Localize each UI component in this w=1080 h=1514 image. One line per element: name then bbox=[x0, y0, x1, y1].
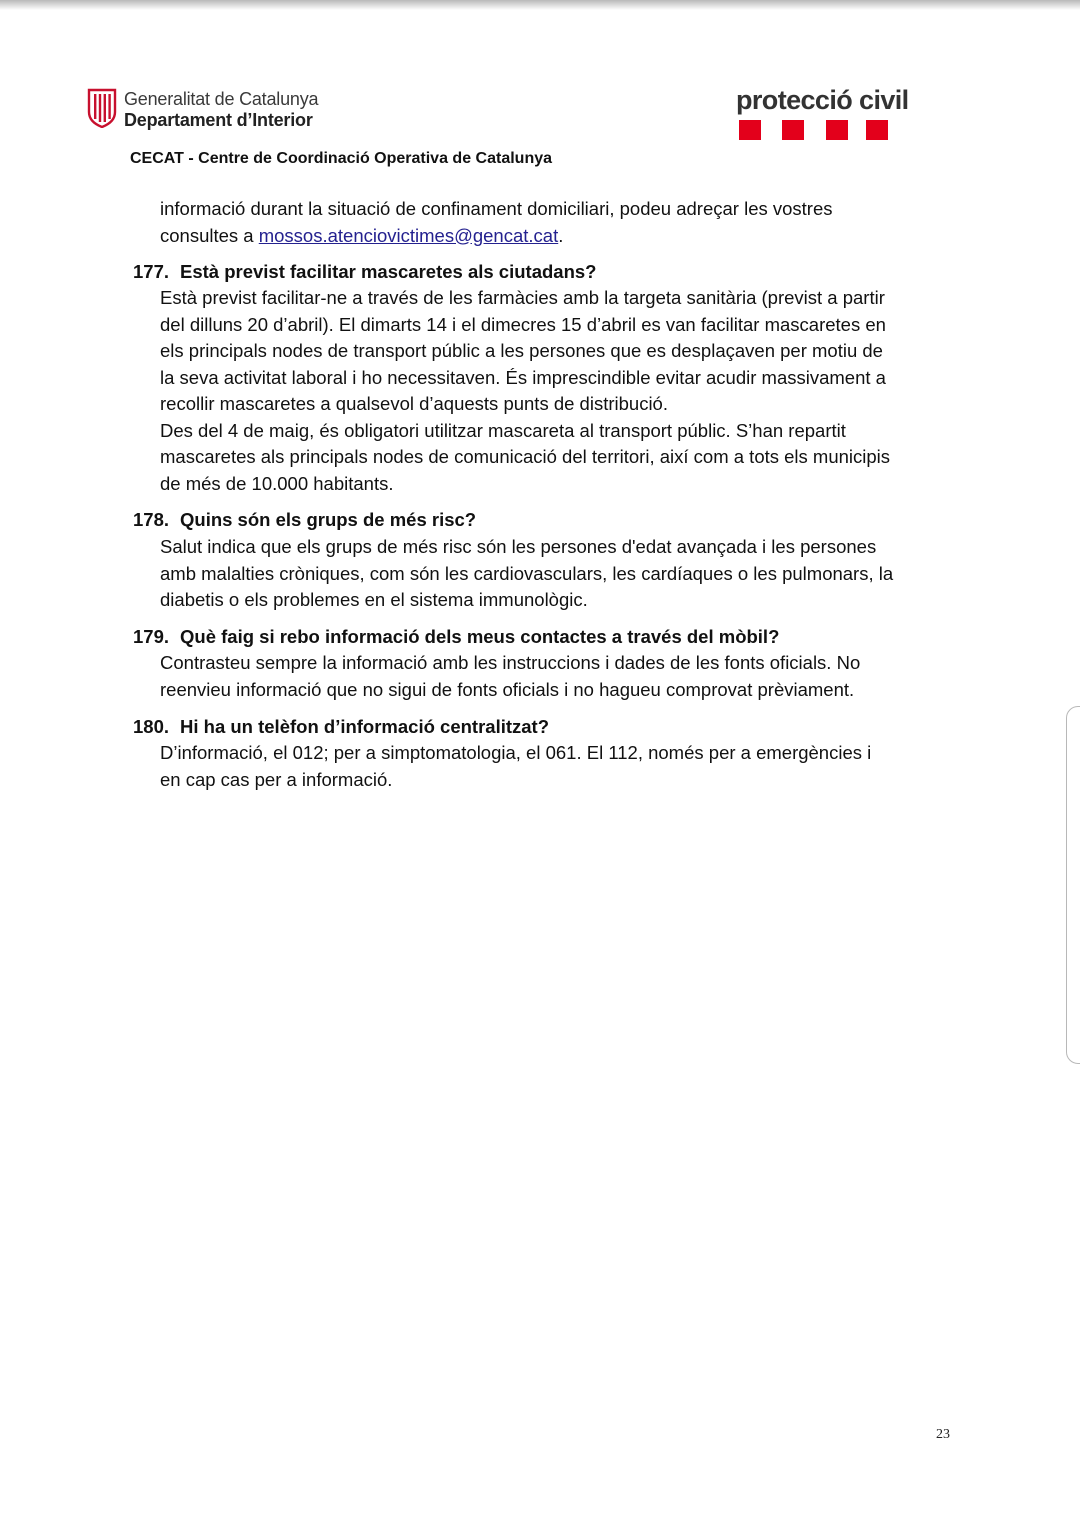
intro-suffix: . bbox=[558, 224, 564, 246]
generalitat-emblem-icon bbox=[86, 88, 118, 128]
proteccio-civil-logo bbox=[736, 84, 936, 146]
question-heading bbox=[133, 624, 779, 650]
generalitat-name: Generalitat de Catalunya bbox=[124, 89, 319, 109]
question-number: 179. bbox=[133, 626, 170, 647]
cecat-header-title: CECAT - Centre de Coordinació Operativa de Catalunya bbox=[130, 150, 553, 167]
viewer-top-shadow bbox=[0, 0, 1080, 10]
email-link[interactable]: mossos.atenciovictimes@gencat.cat bbox=[258, 224, 559, 246]
answer-line: de més de 10.000 habitants. bbox=[160, 472, 394, 494]
question-heading bbox=[133, 714, 549, 740]
answer-line: en cap cas per a informació. bbox=[160, 768, 393, 790]
answer-line: amb malalties cròniques, com són les cardiovasculars, les cardíaques o les pulmonars, la bbox=[160, 562, 894, 584]
answer-paragraph bbox=[160, 534, 980, 614]
intro-prefix: consultes a bbox=[160, 224, 259, 246]
answer-line: Està previst facilitar-ne a través de les farmàcies amb la targeta sanitària (previst a partir bbox=[160, 287, 885, 308]
answer-line: Contrasteu sempre la informació amb les instruccions i dades de les fonts oficials. No bbox=[160, 652, 861, 673]
page-number: 23 bbox=[936, 1427, 950, 1442]
answer-line: mascaretes als principals nodes de comunicació del territori, així com a tots els municipis bbox=[160, 446, 891, 467]
proteccio-civil-text: protecció civil bbox=[736, 85, 909, 115]
answer-line: els principals nodes de transport públic a les persones que es desplaçaven per motiu de bbox=[160, 340, 883, 361]
generalitat-logo bbox=[86, 88, 386, 134]
intro-paragraph bbox=[160, 196, 980, 249]
answer-line: Salut indica que els grups de més risc són les persones d'edat avançada i les persones bbox=[160, 536, 877, 557]
answer-line: la seva activitat laboral i ho necessitaven. És imprescindible evitar acudir massivament a bbox=[160, 366, 886, 388]
intro-line: informació durant la situació de confinament domiciliari, podeu adreçar les vostres bbox=[160, 198, 833, 219]
answer-line: del dilluns 20 d’abril). El dimarts 14 i el dimecres 15 d’abril es van facilitar mascaretes en bbox=[160, 313, 886, 335]
side-panel-handle[interactable] bbox=[1066, 706, 1080, 1064]
answer-paragraph bbox=[160, 740, 980, 793]
answer-paragraph bbox=[160, 650, 980, 703]
question-number: 180. bbox=[133, 716, 170, 737]
intro-line bbox=[160, 223, 980, 250]
answer-paragraph bbox=[160, 285, 980, 497]
question-heading bbox=[133, 507, 476, 533]
answer-line: reenvieu informació que no sigui de fonts oficials i no hagueu comprovat prèviament. bbox=[160, 678, 855, 700]
answer-line: D’informació, el 012; per a simptomatologia, el 061. El 112, només per a emergències i bbox=[160, 742, 872, 763]
question-number: 177. bbox=[133, 261, 170, 282]
department-name: Departament d’Interior bbox=[124, 110, 313, 130]
logo-red-square bbox=[826, 120, 848, 140]
answer-line: diabetis o els problemes en el sistema immunològic. bbox=[160, 589, 588, 610]
question-title: Quins són els grups de més risc? bbox=[180, 509, 477, 530]
logo-red-square bbox=[782, 120, 804, 140]
question-title: Hi ha un telèfon d’informació centralitzat? bbox=[180, 716, 550, 737]
logo-red-square bbox=[866, 120, 888, 140]
answer-line: recollir mascaretes a qualsevol d’aquests punts de distribució. bbox=[160, 393, 668, 414]
answer-line: Des del 4 de maig, és obligatori utilitzar mascareta al transport públic. S’han repartit bbox=[160, 419, 846, 441]
question-heading bbox=[133, 259, 596, 285]
logo-red-square bbox=[739, 120, 761, 140]
question-title: Què faig si rebo informació dels meus contactes a través del mòbil? bbox=[180, 626, 780, 647]
question-number: 178. bbox=[133, 509, 170, 530]
question-title: Està previst facilitar mascaretes als ciutadans? bbox=[180, 261, 597, 282]
